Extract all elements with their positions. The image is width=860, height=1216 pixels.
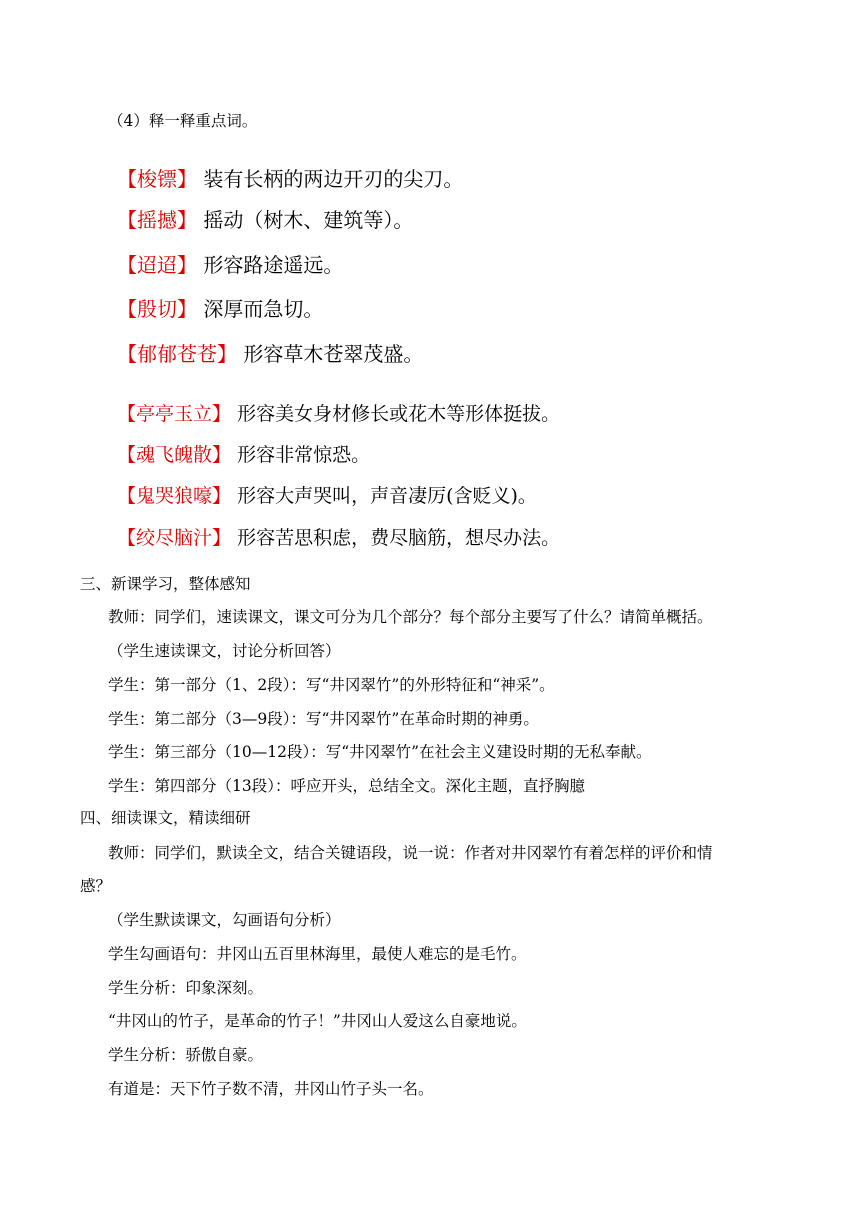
body-line: （学生默读课文，勾画语句分析） — [108, 911, 341, 929]
vocab-definition: 形容非常惊恐。 — [237, 444, 371, 466]
body-line: 学生：第一部分（1、2段）：写“井冈翠竹”的外形特征和“神采”。 — [108, 676, 555, 694]
vocab-definition: 形容苦思积虑，费尽脑筋，想尽办法。 — [237, 527, 561, 549]
body-line: 教师：同学们，默读全文，结合关键语段，说一说：作者对井冈翠竹有着怎样的评价和情 — [108, 844, 713, 862]
vocab-item — [117, 251, 343, 279]
vocab-definition: 形容大声哭叫，声音凄厉(含贬义)。 — [237, 485, 537, 507]
vocab-item — [117, 295, 323, 323]
vocab-term: 【迢迢】 — [117, 253, 197, 277]
vocab-term: 【鬼哭狼嚎】 — [117, 485, 232, 507]
section-heading: 四、细读课文，精读细研 — [80, 809, 251, 827]
body-line: （学生速读课文，讨论分析回答） — [108, 642, 341, 660]
vocab-item — [117, 165, 463, 193]
body-line: 学生分析：印象深刻。 — [108, 979, 264, 997]
vocab-term: 【绞尽脑汁】 — [117, 527, 232, 549]
body-line: 学生：第四部分（13段）：呼应开头，总结全文。深化主题，直抒胸臆 — [108, 777, 585, 795]
section-heading: 三、新课学习，整体感知 — [80, 575, 251, 593]
vocab-term: 【摇撼】 — [117, 208, 197, 232]
body-line: 学生：第三部分（10—12段）：写“井冈翠竹”在社会主义建设时期的无私奉献。 — [108, 743, 652, 761]
vocab-term: 【亭亭玉立】 — [117, 403, 232, 425]
vocab-term: 【魂飞魄散】 — [117, 444, 232, 466]
vocab-item — [117, 400, 560, 428]
body-line: 有道是：天下竹子数不清，井冈山竹子头一名。 — [108, 1080, 434, 1098]
vocab-definition: 形容草木苍翠茂盛。 — [243, 342, 424, 366]
vocab-definition: 形容美女身材修长或花木等形体挺拔。 — [237, 403, 561, 425]
body-line: 感？ — [80, 877, 112, 895]
body-line: “井冈山的竹子，是革命的竹子！”井冈山人爱这么自豪地说。 — [108, 1012, 527, 1030]
body-line: 学生勾画语句：井冈山五百里林海里，最使人难忘的是毛竹。 — [108, 945, 527, 963]
vocab-definition: 装有长柄的两边开刃的尖刀。 — [203, 167, 464, 191]
vocab-item — [117, 340, 423, 368]
vocab-item — [117, 441, 370, 469]
vocab-definition: 摇动（树木、建筑等）。 — [203, 208, 414, 232]
vocab-item — [117, 206, 413, 234]
vocab-item — [117, 482, 537, 510]
body-line: 教师：同学们，速读课文，课文可分为几个部分？每个部分主要写了什么？请简单概括。 — [108, 608, 713, 626]
section-label: （4）释一释重点词。 — [108, 112, 258, 130]
vocab-term: 【殷切】 — [117, 297, 197, 321]
vocab-definition: 深厚而急切。 — [203, 297, 324, 321]
body-line: 学生：第二部分（3—9段）：写“井冈翠竹”在革命时期的神勇。 — [108, 710, 539, 728]
vocab-definition: 形容路途遥远。 — [203, 253, 344, 277]
vocab-term: 【梭镖】 — [117, 167, 197, 191]
body-line: 学生分析：骄傲自豪。 — [108, 1046, 264, 1064]
vocab-term: 【郁郁苍苍】 — [117, 342, 237, 366]
vocab-item — [117, 524, 560, 552]
